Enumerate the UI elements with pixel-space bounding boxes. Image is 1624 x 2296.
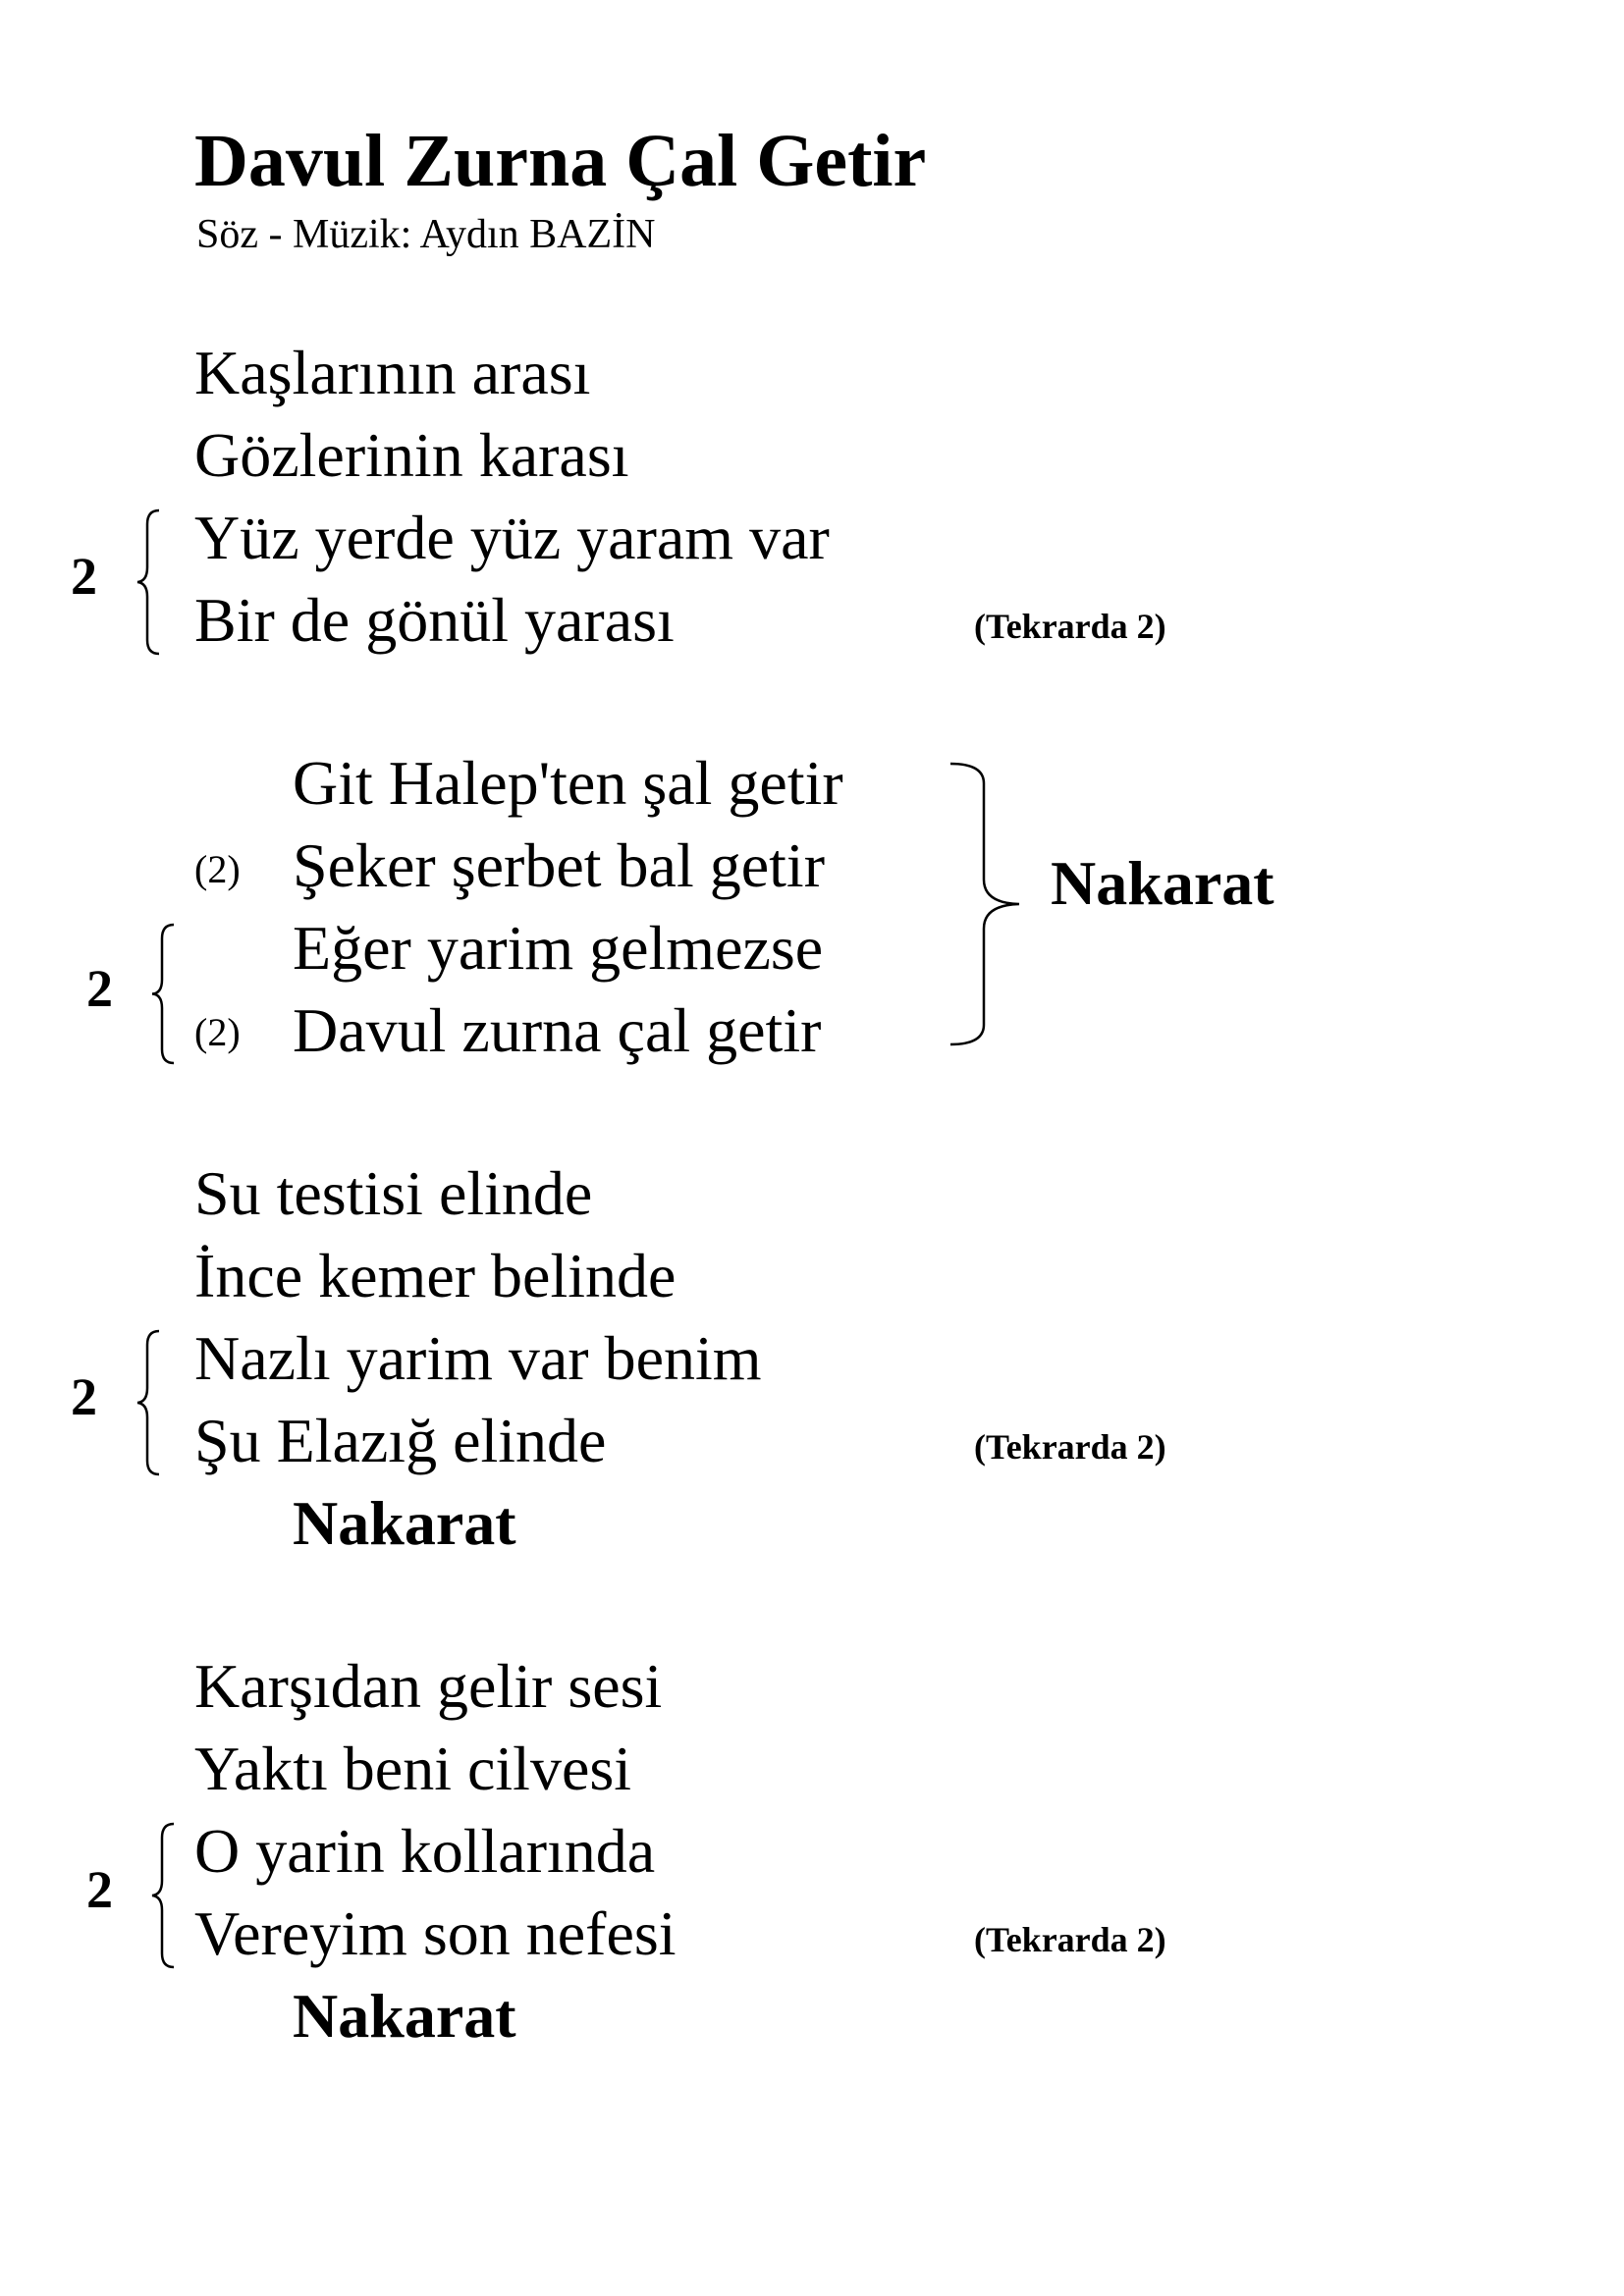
- song-title: Davul Zurna Çal Getir: [194, 120, 927, 202]
- verse-line: Nazlı yarim var benim: [194, 1323, 762, 1393]
- right-brace-icon: [950, 762, 1029, 1046]
- verse-line: Yaktı beni cilvesi: [194, 1734, 632, 1803]
- chorus-reference: Nakarat: [293, 1981, 516, 2051]
- line-repeat-mark: (2): [194, 847, 241, 891]
- verse-line: Vereyim son nefesi: [194, 1898, 677, 1968]
- repeat-count: 2: [71, 1367, 97, 1426]
- verse-line: Yüz yerde yüz yaram var: [194, 503, 830, 572]
- left-brace-icon: [152, 1822, 182, 1969]
- verse-line: Şu Elazığ elinde: [194, 1406, 607, 1475]
- chorus-label: Nakarat: [1051, 848, 1274, 918]
- repeat-note: (Tekrarda 2): [974, 607, 1166, 646]
- repeat-count: 2: [86, 959, 113, 1018]
- left-brace-icon: [137, 508, 167, 656]
- left-brace-icon: [137, 1329, 167, 1476]
- chorus-line: Git Halep'ten şal getir: [293, 748, 843, 818]
- line-repeat-mark: (2): [194, 1010, 241, 1054]
- verse-line: Gözlerinin karası: [194, 420, 629, 490]
- chorus-line: Şeker şerbet bal getir: [293, 830, 825, 900]
- verse-line: Su testisi elinde: [194, 1158, 593, 1228]
- repeat-count: 2: [71, 547, 97, 606]
- verse-line: Bir de gönül yarası: [194, 585, 675, 655]
- chorus-line: Eğer yarim gelmezse: [293, 913, 824, 983]
- repeat-note: (Tekrarda 2): [974, 1920, 1166, 1959]
- verse-line: O yarin kollarında: [194, 1816, 656, 1886]
- verse-line: Karşıdan gelir sesi: [194, 1651, 663, 1721]
- chorus-reference: Nakarat: [293, 1488, 516, 1558]
- left-brace-icon: [152, 923, 182, 1065]
- repeat-note: (Tekrarda 2): [974, 1427, 1166, 1467]
- repeat-count: 2: [86, 1860, 113, 1919]
- chorus-line: Davul zurna çal getir: [293, 995, 822, 1065]
- verse-line: İnce kemer belinde: [194, 1241, 677, 1310]
- verse-line: Kaşlarının arası: [194, 338, 591, 407]
- song-credits: Söz - Müzik: Aydın BAZİN: [196, 212, 656, 257]
